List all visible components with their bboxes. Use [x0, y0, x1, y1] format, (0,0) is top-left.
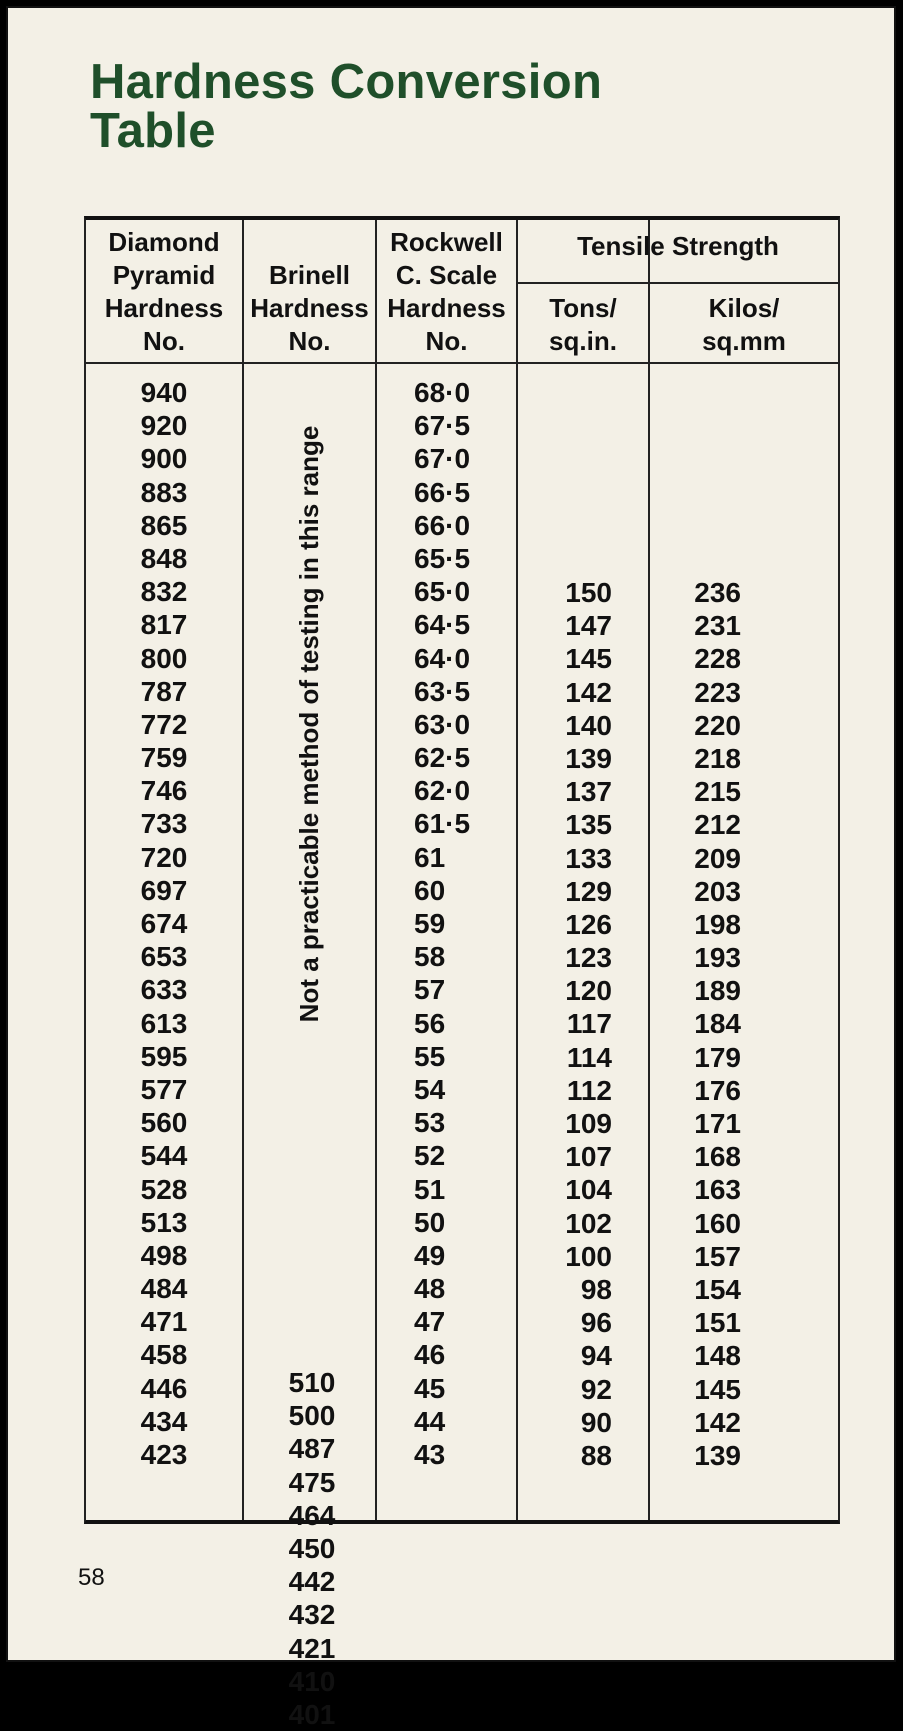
table-cell: 140: [565, 709, 612, 741]
table-cell: 883: [140, 476, 188, 508]
table-cell: 471: [140, 1306, 188, 1338]
table-cell: 53: [414, 1107, 446, 1139]
table-cell: 560: [140, 1107, 188, 1139]
table-cell: 848: [140, 542, 188, 574]
table-cell: 733: [140, 808, 188, 840]
table-cell: 595: [140, 1040, 188, 1072]
table-cell: 633: [140, 974, 188, 1006]
column-divider: [242, 220, 244, 1520]
table-cell: 90: [580, 1406, 612, 1438]
table-cell: 44: [414, 1405, 446, 1437]
table-cell: 817: [140, 609, 188, 641]
rockwell-values: [414, 376, 514, 1471]
table-cell: 117: [566, 1008, 612, 1040]
table-cell: 145: [565, 643, 612, 675]
table-cell: 772: [140, 708, 188, 740]
table-cell: 544: [140, 1140, 188, 1172]
table-cell: 154: [694, 1273, 741, 1305]
conversion-table: [84, 216, 840, 1730]
table-cell: 800: [140, 642, 188, 674]
table-cell: 832: [140, 576, 188, 608]
table-cell: 442: [288, 1566, 336, 1598]
table-cell: 223: [694, 676, 741, 708]
not-practicable-note: Not a practicable method of testing in this range: [294, 425, 324, 1023]
table-cell: 513: [140, 1206, 188, 1238]
table-cell: 92: [580, 1373, 612, 1405]
table-cell: 142: [694, 1406, 741, 1438]
table-cell: 421: [288, 1632, 336, 1664]
table-cell: 198: [694, 908, 741, 940]
table-cell: 49: [414, 1239, 446, 1271]
table-cell: 176: [694, 1074, 741, 1106]
table-cell: 231: [694, 610, 741, 642]
column-divider: [375, 220, 377, 1520]
table-cell: 120: [565, 975, 612, 1007]
dph-values: [116, 376, 212, 1471]
table-cell: 434: [140, 1405, 188, 1437]
table-cell: 45: [414, 1372, 446, 1404]
page-title: [90, 55, 603, 158]
table-cell: 577: [140, 1073, 188, 1105]
table-cell: 189: [694, 975, 741, 1007]
table-cell: 43: [414, 1439, 446, 1470]
table-cell: 865: [140, 509, 188, 541]
table-cell: 112: [566, 1074, 612, 1106]
table-cell: 218: [694, 742, 741, 774]
table-cell: 114: [566, 1041, 612, 1073]
table-cell: 787: [140, 675, 188, 707]
table-cell: 66·5: [414, 476, 471, 508]
table-cell: 613: [140, 1007, 188, 1039]
title-line-1: Hardness Conversion: [90, 55, 603, 109]
table-cell: 401: [288, 1698, 336, 1730]
header-tensile: Tensile Strength: [577, 231, 779, 261]
table-cell: 64·5: [414, 609, 471, 641]
table-cell: 62·5: [414, 742, 471, 774]
table-cell: 63·5: [414, 675, 471, 707]
table-cell: 59: [414, 908, 446, 939]
table-cell: 94: [580, 1340, 612, 1372]
table-cell: 510: [288, 1367, 336, 1398]
table-cell: 203: [694, 875, 741, 907]
table-cell: 107: [565, 1141, 612, 1173]
table-cell: 498: [140, 1239, 188, 1271]
table-cell: 145: [694, 1373, 741, 1405]
table-cell: 184: [694, 1008, 741, 1040]
table-cell: 64·0: [414, 642, 471, 674]
table-cell: 697: [140, 874, 188, 906]
table-cell: 148: [694, 1340, 741, 1372]
table-cell: 475: [288, 1466, 336, 1498]
table-cell: 123: [565, 942, 612, 974]
column-divider: [516, 220, 518, 1520]
table-cell: 62·0: [414, 775, 471, 807]
table-cell: 410: [288, 1665, 336, 1697]
table-cell: 67·0: [414, 443, 471, 475]
table-cell: 133: [565, 842, 612, 874]
table-cell: 432: [288, 1599, 336, 1631]
table-cell: 150: [565, 577, 612, 608]
table-cell: 52: [414, 1140, 446, 1172]
table-cell: 55: [414, 1040, 446, 1072]
table-cell: 215: [694, 776, 741, 808]
table-cell: 66·0: [414, 509, 471, 541]
header-rockwell: Rockwell C. Scale Hardness No.: [387, 227, 506, 356]
table-cell: 423: [140, 1439, 188, 1470]
table-cell: 61·5: [414, 808, 471, 840]
header-rule: [86, 362, 838, 364]
kilos-values: [666, 576, 741, 1472]
table-cell: 720: [140, 841, 188, 873]
table-cell: 54: [414, 1073, 446, 1105]
tons-values: [526, 576, 612, 1472]
table-cell: 484: [140, 1273, 188, 1305]
table-cell: 160: [694, 1207, 741, 1239]
bhn-values: [262, 1366, 362, 1731]
table-cell: 157: [694, 1240, 741, 1272]
column-divider: [648, 220, 650, 1520]
table-cell: 236: [694, 577, 741, 608]
table-cell: 528: [140, 1173, 188, 1205]
table-cell: 58: [414, 941, 446, 973]
table-cell: 135: [565, 809, 612, 841]
table-cell: 47: [414, 1306, 446, 1338]
table-cell: 653: [140, 941, 188, 973]
table-cell: 163: [694, 1174, 741, 1206]
table-cell: 109: [565, 1108, 612, 1139]
table-cell: 65·5: [414, 542, 471, 574]
table-cell: 98: [580, 1273, 612, 1305]
table-cell: 228: [694, 643, 741, 675]
table-cell: 100: [565, 1240, 612, 1272]
header-kilos: Kilos/ sq.mm: [702, 293, 786, 356]
header-bhn: Brinell Hardness No.: [250, 260, 369, 356]
table-cell: 56: [414, 1007, 446, 1039]
table-cell: 171: [694, 1108, 741, 1139]
table-cell: 151: [694, 1307, 741, 1339]
table-cell: 88: [580, 1439, 612, 1471]
table-cell: 68·0: [414, 377, 471, 408]
page-number: 58: [78, 1564, 105, 1591]
table-cell: 900: [140, 443, 188, 475]
table-cell: 940: [140, 377, 188, 408]
table-cell: 212: [694, 809, 741, 841]
table-cell: 126: [565, 908, 612, 940]
table-cell: 458: [140, 1339, 188, 1371]
table-cell: 137: [565, 776, 612, 808]
table-cell: 147: [565, 610, 612, 642]
table-cell: 61: [414, 841, 446, 873]
table-cell: 102: [565, 1207, 612, 1239]
table-cell: 179: [694, 1041, 741, 1073]
table-cell: 446: [140, 1372, 188, 1404]
table-cell: 57: [414, 974, 446, 1006]
title-line-2: Table: [90, 104, 216, 158]
table-cell: 139: [694, 1439, 741, 1471]
page: [6, 6, 896, 1730]
table-cell: 209: [694, 842, 741, 874]
table-cell: 487: [288, 1433, 336, 1465]
table-cell: 60: [414, 874, 446, 906]
table-cell: 920: [140, 410, 188, 442]
table-cell: 139: [565, 742, 612, 774]
table-cell: 193: [694, 942, 741, 974]
table-cell: 129: [565, 875, 612, 907]
table-cell: 464: [288, 1499, 336, 1531]
table-cell: 450: [288, 1532, 336, 1564]
table-cell: 746: [140, 775, 188, 807]
table-cell: 104: [565, 1174, 612, 1206]
table-cell: 142: [565, 676, 612, 708]
table-cell: 48: [414, 1273, 446, 1305]
table-cell: 51: [414, 1173, 446, 1205]
table-cell: 168: [694, 1141, 741, 1173]
table-cell: 500: [288, 1400, 336, 1432]
header-tons: Tons/ sq.in.: [549, 293, 617, 356]
table-cell: 65·0: [414, 576, 471, 608]
table-cell: 50: [414, 1206, 446, 1238]
table-cell: 674: [140, 908, 188, 939]
header-dph: Diamond Pyramid Hardness No.: [104, 227, 224, 356]
table-cell: 63·0: [414, 708, 471, 740]
tensile-subheader-rule: [516, 282, 838, 284]
table-cell: 46: [414, 1339, 446, 1371]
table-cell: 67·5: [414, 410, 471, 442]
table-cell: 220: [694, 709, 741, 741]
table-cell: 96: [580, 1307, 612, 1339]
table-cell: 759: [140, 742, 188, 774]
